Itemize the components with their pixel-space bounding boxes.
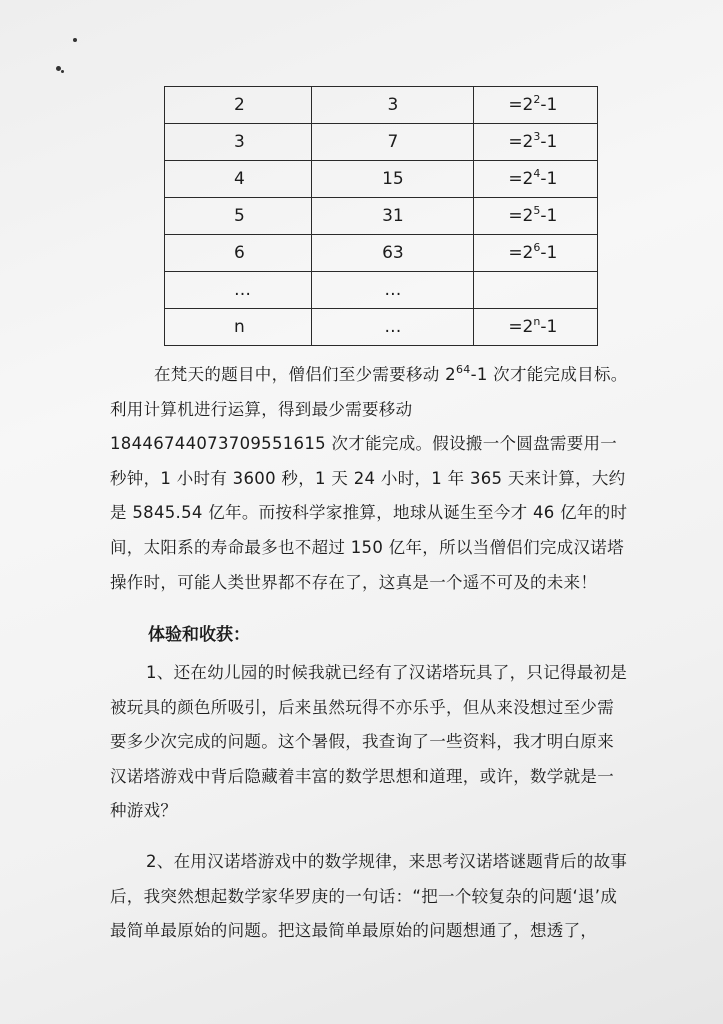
formula-cell: $=2^6-1$ — [474, 235, 598, 272]
move-count-cell: … — [312, 272, 474, 309]
move-count-cell: 63 — [312, 235, 474, 272]
move-count-cell: 31 — [312, 198, 474, 235]
table-row — [165, 124, 598, 161]
disk-count-cell: 5 — [165, 198, 312, 235]
formula-cell: $=2^4-1$ — [474, 161, 598, 198]
move-count-cell: … — [312, 309, 474, 346]
disk-count-cell: 6 — [165, 235, 312, 272]
disk-count-cell: 3 — [165, 124, 312, 161]
paragraph-experience-2: 2、在用汉诺塔游戏中的数学规律，来思考汉诺塔谜题背后的故事后，我突然想起数学家华罗庚的一句话：“把一个较复杂的问题‘退’成最简单最原始的问题。把这最简单最原始的问题想通了，想透了， — [110, 852, 628, 941]
disk-count-cell: … — [165, 272, 312, 309]
table-row — [165, 198, 598, 235]
formula-cell — [474, 272, 598, 309]
move-count-cell: 15 — [312, 161, 474, 198]
paragraph-experience-1: 1、还在幼儿园的时候我就已经有了汉诺塔玩具了，只记得最初是被玩具的颜色所吸引，后来虽然玩得不亦乐乎，但从来没想过至少需要多少次完成的问题。这个暑假，我查询了一些资料，我才明白原来汉诺塔游戏中背后隐藏着丰富的数学思想和道理，或许，数学就是一种游戏？ — [110, 663, 628, 821]
paragraph-brahma-calculation: 在梵天的题目中，僧侣们至少需要移动 $2^{64}-1$ 次才能完成目标。利用计算机进行运算，得到最少需要移动 18446744073709551615 次才能完成。假设搬一个圆盘需要用一秒钟，1 小时有 3600 秒，1 天 24 小时，1 年 365 天来计算，大约是 5845.54 亿年。而按科学家推算，地球从诞生至今才 46 亿年的时间，太阳系的寿命最多也不超过 150 亿年，所以当僧侣们完成汉诺塔操作时，可能人类世界都不存在了，这真是一个遥不可及的未来！ — [110, 363, 628, 592]
disk-count-cell: 4 — [165, 161, 312, 198]
table-row — [165, 235, 598, 272]
table-row — [165, 161, 598, 198]
section-heading: 体验和收获： — [148, 625, 250, 645]
table-row — [165, 87, 598, 124]
formula-cell: $=2^5-1$ — [474, 198, 598, 235]
disk-count-cell: 2 — [165, 87, 312, 124]
move-count-cell: 3 — [312, 87, 474, 124]
disk-count-cell: n — [165, 309, 312, 346]
paper-speck — [73, 38, 77, 42]
hanoi-moves-table — [164, 86, 598, 346]
formula-cell: $=2^2-1$ — [474, 87, 598, 124]
move-count-cell: 7 — [312, 124, 474, 161]
paper-speck — [61, 70, 64, 73]
table-row — [165, 309, 598, 346]
table-row — [165, 272, 598, 309]
formula-cell: $=2^3-1$ — [474, 124, 598, 161]
formula-cell: $=2^n-1$ — [474, 309, 598, 346]
